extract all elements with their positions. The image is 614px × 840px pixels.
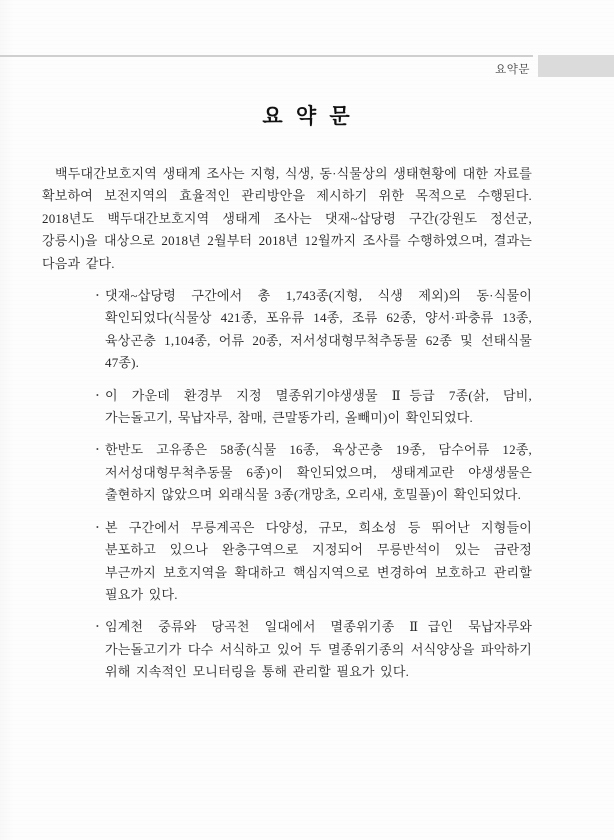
list-item-text: 본 구간에서 무릉계곡은 다양성, 규모, 희소성 등 뛰어난 지형들이 분포하고 있으나 완충구역으로 지정되어 무릉반석이 있는 금란정 부근까지 보호지역을 확대하고 핵심지역으로 변경하여 보호하고 관리할 필요가 있다. [105,519,532,602]
list-item [42,616,532,683]
summary-content [0,163,614,684]
list-item [42,385,532,430]
page-title: 요 약 문 [262,104,352,128]
list-item [42,517,532,607]
list-item [42,285,532,375]
list-item [42,439,532,506]
bullet-icon: • [96,445,100,455]
bullet-icon: • [96,522,100,532]
intro-paragraph: 백두대간보호지역 생태계 조사는 지형, 식생, 동·식물상의 생태현황에 대한 자료를 확보하여 보전지역의 효율적인 관리방안을 제시하기 위한 목적으로 수행된다. 2018년도 백두대간보호지역 생태계 조사는 댓재~삽당령 구간(강원도 정선군, 강릉시)을 대상으로 2018년 2월부터 2018년 12월까지 조사를 수행하였으며, 결과는 다음과 같다. [42,166,532,271]
list-item-text: 임계천 중류와 당곡천 일대에서 멸종위기종 Ⅱ급인 묵납자루와 가는돌고기가 다수 서식하고 있어 두 멸종위기종의 서식양상을 파악하기 위해 지속적인 모니터링을 통해 관리할 필요가 있다. [105,619,532,680]
findings-list [42,285,532,684]
bullet-icon: • [96,622,100,632]
page-edge-tab [538,55,614,77]
list-item-text: 이 가운데 환경부 지정 멸종위기야생생물 Ⅱ등급 7종(삵, 담비, 가는돌고기, 묵납자루, 참매, 큰말똥가리, 올빼미)이 확인되었다. [105,387,532,426]
header-rule [0,55,533,57]
list-item-text: 한반도 고유종은 58종(식물 16종, 육상곤충 19종, 담수어류 12종, 저서성대형무척추동물 6종)이 확인되었으며, 생태계교란 야생생물은 출현하지 않았으며 외래식물 3종(개망초, 오리새, 호밀풀)이 확인되었다. [105,442,532,503]
bullet-icon: • [96,291,100,301]
running-header-label: 요약문 [495,64,530,76]
list-item-text: 댓재~삽당령 구간에서 총 1,743종(지형, 식생 제외)의 동·식물이 확인되었다(식물상 421종, 포유류 14종, 조류 62종, 양서·파충류 13종, 육상곤충 1,104종, 어류 20종, 저서성대형무척추동물 62종 및 선태식물 47종). [105,288,532,371]
bullet-icon: • [96,390,100,400]
